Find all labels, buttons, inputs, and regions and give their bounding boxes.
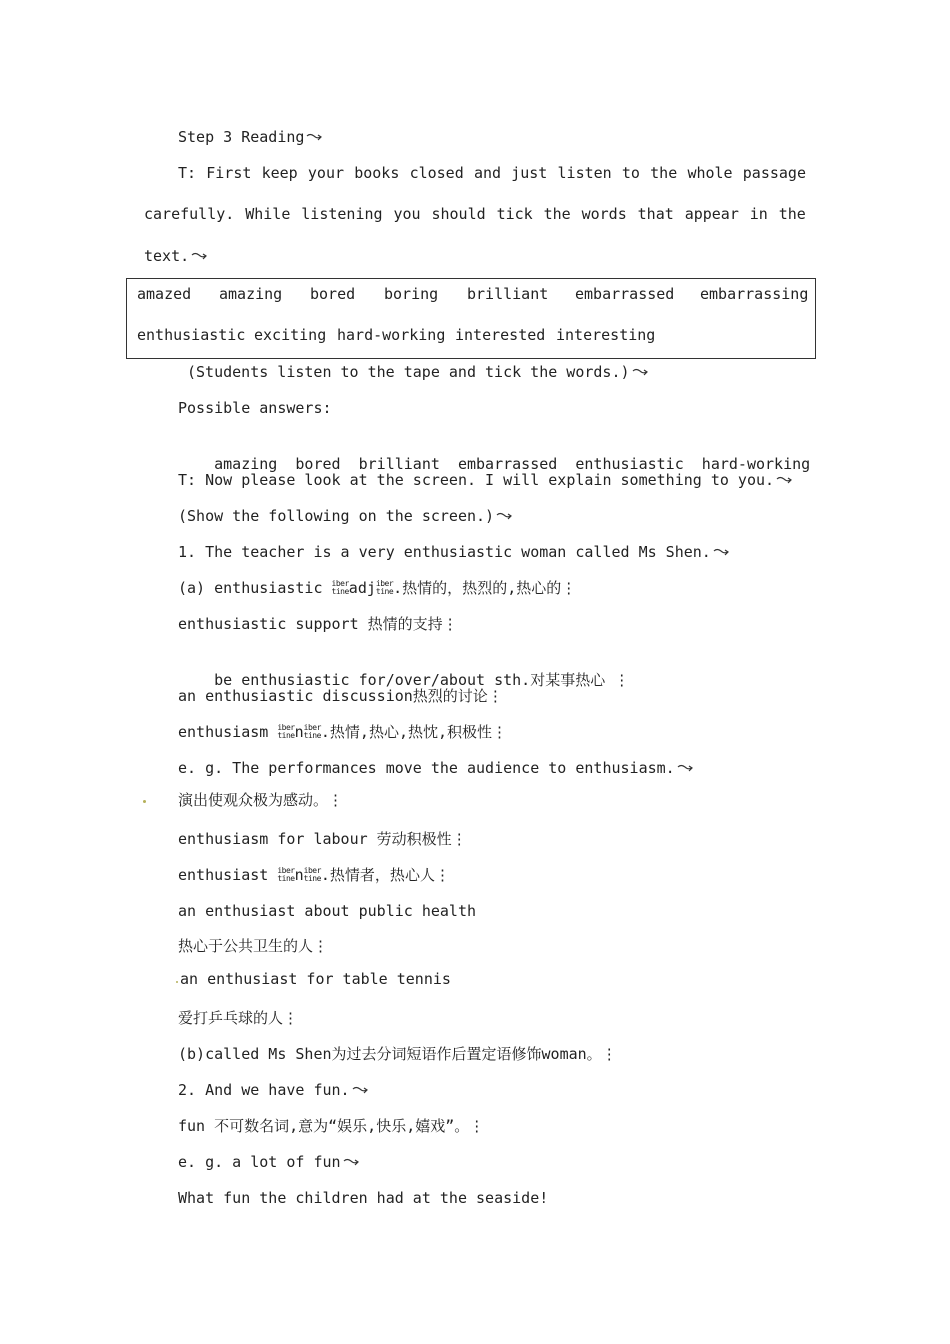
- item-2: [178, 1080, 368, 1100]
- answers-text: amazing bored brilliant embarrassed enthusiastic hard-working: [214, 455, 811, 473]
- word: words: [581, 205, 627, 223]
- labour-text: enthusiasm for labour 劳动积极性: [178, 830, 452, 848]
- what-text: What fun the children had at the seaside!: [178, 1189, 549, 1207]
- possible-answers-label: [178, 398, 332, 418]
- example-2-text: e. g. a lot of fun: [178, 1153, 341, 1171]
- tennis-cn: 爱打乒乓球的人: [178, 1009, 284, 1027]
- labour-line: [178, 829, 467, 849]
- word-option: boring: [384, 285, 439, 303]
- word: closed: [409, 164, 464, 182]
- instruction-line-1: [178, 163, 806, 183]
- word: the: [778, 205, 806, 223]
- explain-line: [178, 470, 792, 490]
- enthusiasm-meaning: .热情,热心,热忱,积极性: [320, 723, 493, 741]
- support-line: [178, 614, 458, 634]
- tennis-translation: [178, 1008, 298, 1028]
- step-heading: [178, 127, 322, 147]
- explain-text: T: Now please look at the screen. I will explain something to you.: [178, 471, 775, 489]
- word: the: [543, 205, 571, 223]
- bullet-dot: [176, 981, 178, 983]
- word-option: amazed: [137, 285, 192, 303]
- word: While: [245, 205, 291, 223]
- item-a: [178, 578, 576, 598]
- word-option: enthusiastic: [137, 326, 246, 344]
- bullet-dot: [143, 800, 146, 803]
- paragraph-mark: ⋮: [614, 671, 630, 689]
- example-1: [178, 758, 693, 778]
- possible-answers-text: Possible answers:: [178, 399, 332, 417]
- word: carefully.: [144, 205, 235, 223]
- paragraph-mark: ⋮: [451, 830, 467, 848]
- paragraph-mark: ⋮: [601, 1045, 617, 1063]
- line-break-icon: [352, 1086, 368, 1095]
- fun-text: fun 不可数名词,意为“娱乐,快乐,嬉戏”。: [178, 1117, 470, 1135]
- item-a-meaning: .热情的，热烈的,热心的: [393, 579, 562, 597]
- health-text: an enthusiast about public health: [178, 902, 477, 920]
- line-break-icon: [713, 548, 729, 557]
- paragraph-mark: ⋮: [487, 687, 503, 705]
- word: T:: [178, 164, 197, 182]
- paragraph-mark: ⋮: [469, 1117, 485, 1135]
- step-heading-text: Step 3 Reading: [178, 128, 305, 146]
- word-box: [126, 278, 816, 359]
- word: listen: [557, 164, 612, 182]
- word-option: interesting: [556, 326, 656, 344]
- item-2-text: 2. And we have fun.: [178, 1081, 350, 1099]
- word: books: [354, 164, 400, 182]
- pos-marker: iber tine: [375, 578, 394, 596]
- pos-marker: iber tine: [331, 578, 349, 596]
- word: listening: [301, 205, 383, 223]
- pos-marker: iber tine: [277, 865, 295, 883]
- word: that: [637, 205, 674, 223]
- word: the: [650, 164, 678, 182]
- item-b: [178, 1044, 617, 1064]
- word-option: brilliant: [467, 285, 549, 303]
- paragraph-mark: ⋮: [492, 723, 508, 741]
- support-text: enthusiastic support 热情的支持: [178, 615, 443, 633]
- paragraph-mark: ⋮: [313, 937, 329, 955]
- word: appear: [684, 205, 739, 223]
- word: you: [393, 205, 421, 223]
- enthusiast-line: [178, 865, 450, 885]
- word-option: hard-working: [337, 326, 446, 344]
- word: just: [511, 164, 548, 182]
- word-option: embarrassing: [700, 285, 809, 303]
- word: tick: [496, 205, 533, 223]
- paragraph-mark: ⋮: [434, 866, 450, 884]
- tennis-text: an enthusiast for table tennis: [180, 970, 451, 988]
- show-line: [178, 506, 512, 526]
- word: First: [206, 164, 252, 182]
- line-break-icon: [632, 368, 648, 377]
- word-option: bored: [310, 285, 356, 303]
- instruction-line-2: [144, 204, 806, 224]
- word: whole: [687, 164, 733, 182]
- line-break-icon: [496, 512, 512, 521]
- line-break-icon: [191, 252, 207, 261]
- enthusiast-word: enthusiast: [178, 866, 278, 884]
- enthusiasm-word: enthusiasm: [178, 723, 278, 741]
- word-option: amazing: [219, 285, 283, 303]
- word-option: exciting: [254, 326, 327, 344]
- word: your: [307, 164, 345, 182]
- example-2: [178, 1152, 359, 1172]
- item-a-pos: adj: [348, 579, 376, 597]
- paragraph-mark: ⋮: [561, 579, 577, 597]
- word: in: [749, 205, 768, 223]
- enthusiasm-pos: n: [294, 723, 304, 741]
- line-break-icon: [306, 133, 322, 142]
- line-break-icon: [343, 1158, 359, 1167]
- enthusiast-pos: n: [294, 866, 304, 884]
- instruction-text: text.: [144, 247, 190, 265]
- instruction-line-3: [144, 246, 207, 266]
- paragraph-mark: ⋮: [328, 791, 344, 809]
- pos-marker: iber tine: [303, 722, 321, 740]
- word-option: embarrassed: [575, 285, 675, 303]
- show-text: (Show the following on the screen.): [178, 507, 495, 525]
- be-text: be enthusiastic for/over/about sth.对某事热心: [214, 671, 615, 689]
- pos-marker: iber tine: [303, 865, 321, 883]
- item-1: [178, 542, 729, 562]
- health-cn: 热心于公共卫生的人: [178, 937, 314, 955]
- line-break-icon: [677, 764, 693, 773]
- discussion-text: an enthusiastic discussion热烈的讨论: [178, 687, 488, 705]
- line-break-icon: [776, 476, 792, 485]
- item-b-text: (b)called Ms Shen为过去分词短语作后置定语修饰woman。: [178, 1045, 602, 1063]
- tennis-line: [180, 969, 451, 989]
- paragraph-mark: ⋮: [442, 615, 458, 633]
- word: should: [431, 205, 486, 223]
- item-1-text: 1. The teacher is a very enthusiastic woman called Ms Shen.: [178, 543, 711, 561]
- enthusiast-meaning: .热情者，热心人: [320, 866, 435, 884]
- example-1-text: e. g. The performances move the audience to enthusiasm.: [178, 759, 675, 777]
- students-note-text: (Students listen to the tape and tick the words.): [187, 363, 630, 381]
- word: and: [473, 164, 502, 182]
- word: passage: [742, 164, 806, 182]
- word: to: [621, 164, 640, 182]
- word-option: interested: [455, 326, 546, 344]
- item-a-prefix: (a) enthusiastic: [178, 579, 332, 597]
- example-1-cn: 演出使观众极为感动。: [178, 791, 329, 809]
- word: keep: [261, 164, 298, 182]
- example-1-translation: [178, 790, 343, 810]
- fun-line: [178, 1116, 484, 1136]
- students-note: [187, 362, 648, 382]
- what-line: [178, 1188, 548, 1208]
- enthusiasm-line: [178, 722, 507, 742]
- discussion-line: [178, 686, 503, 706]
- pos-marker: iber tine: [277, 722, 295, 740]
- paragraph-mark: ⋮: [283, 1009, 299, 1027]
- health-translation: [178, 936, 328, 956]
- health-line: [178, 901, 476, 921]
